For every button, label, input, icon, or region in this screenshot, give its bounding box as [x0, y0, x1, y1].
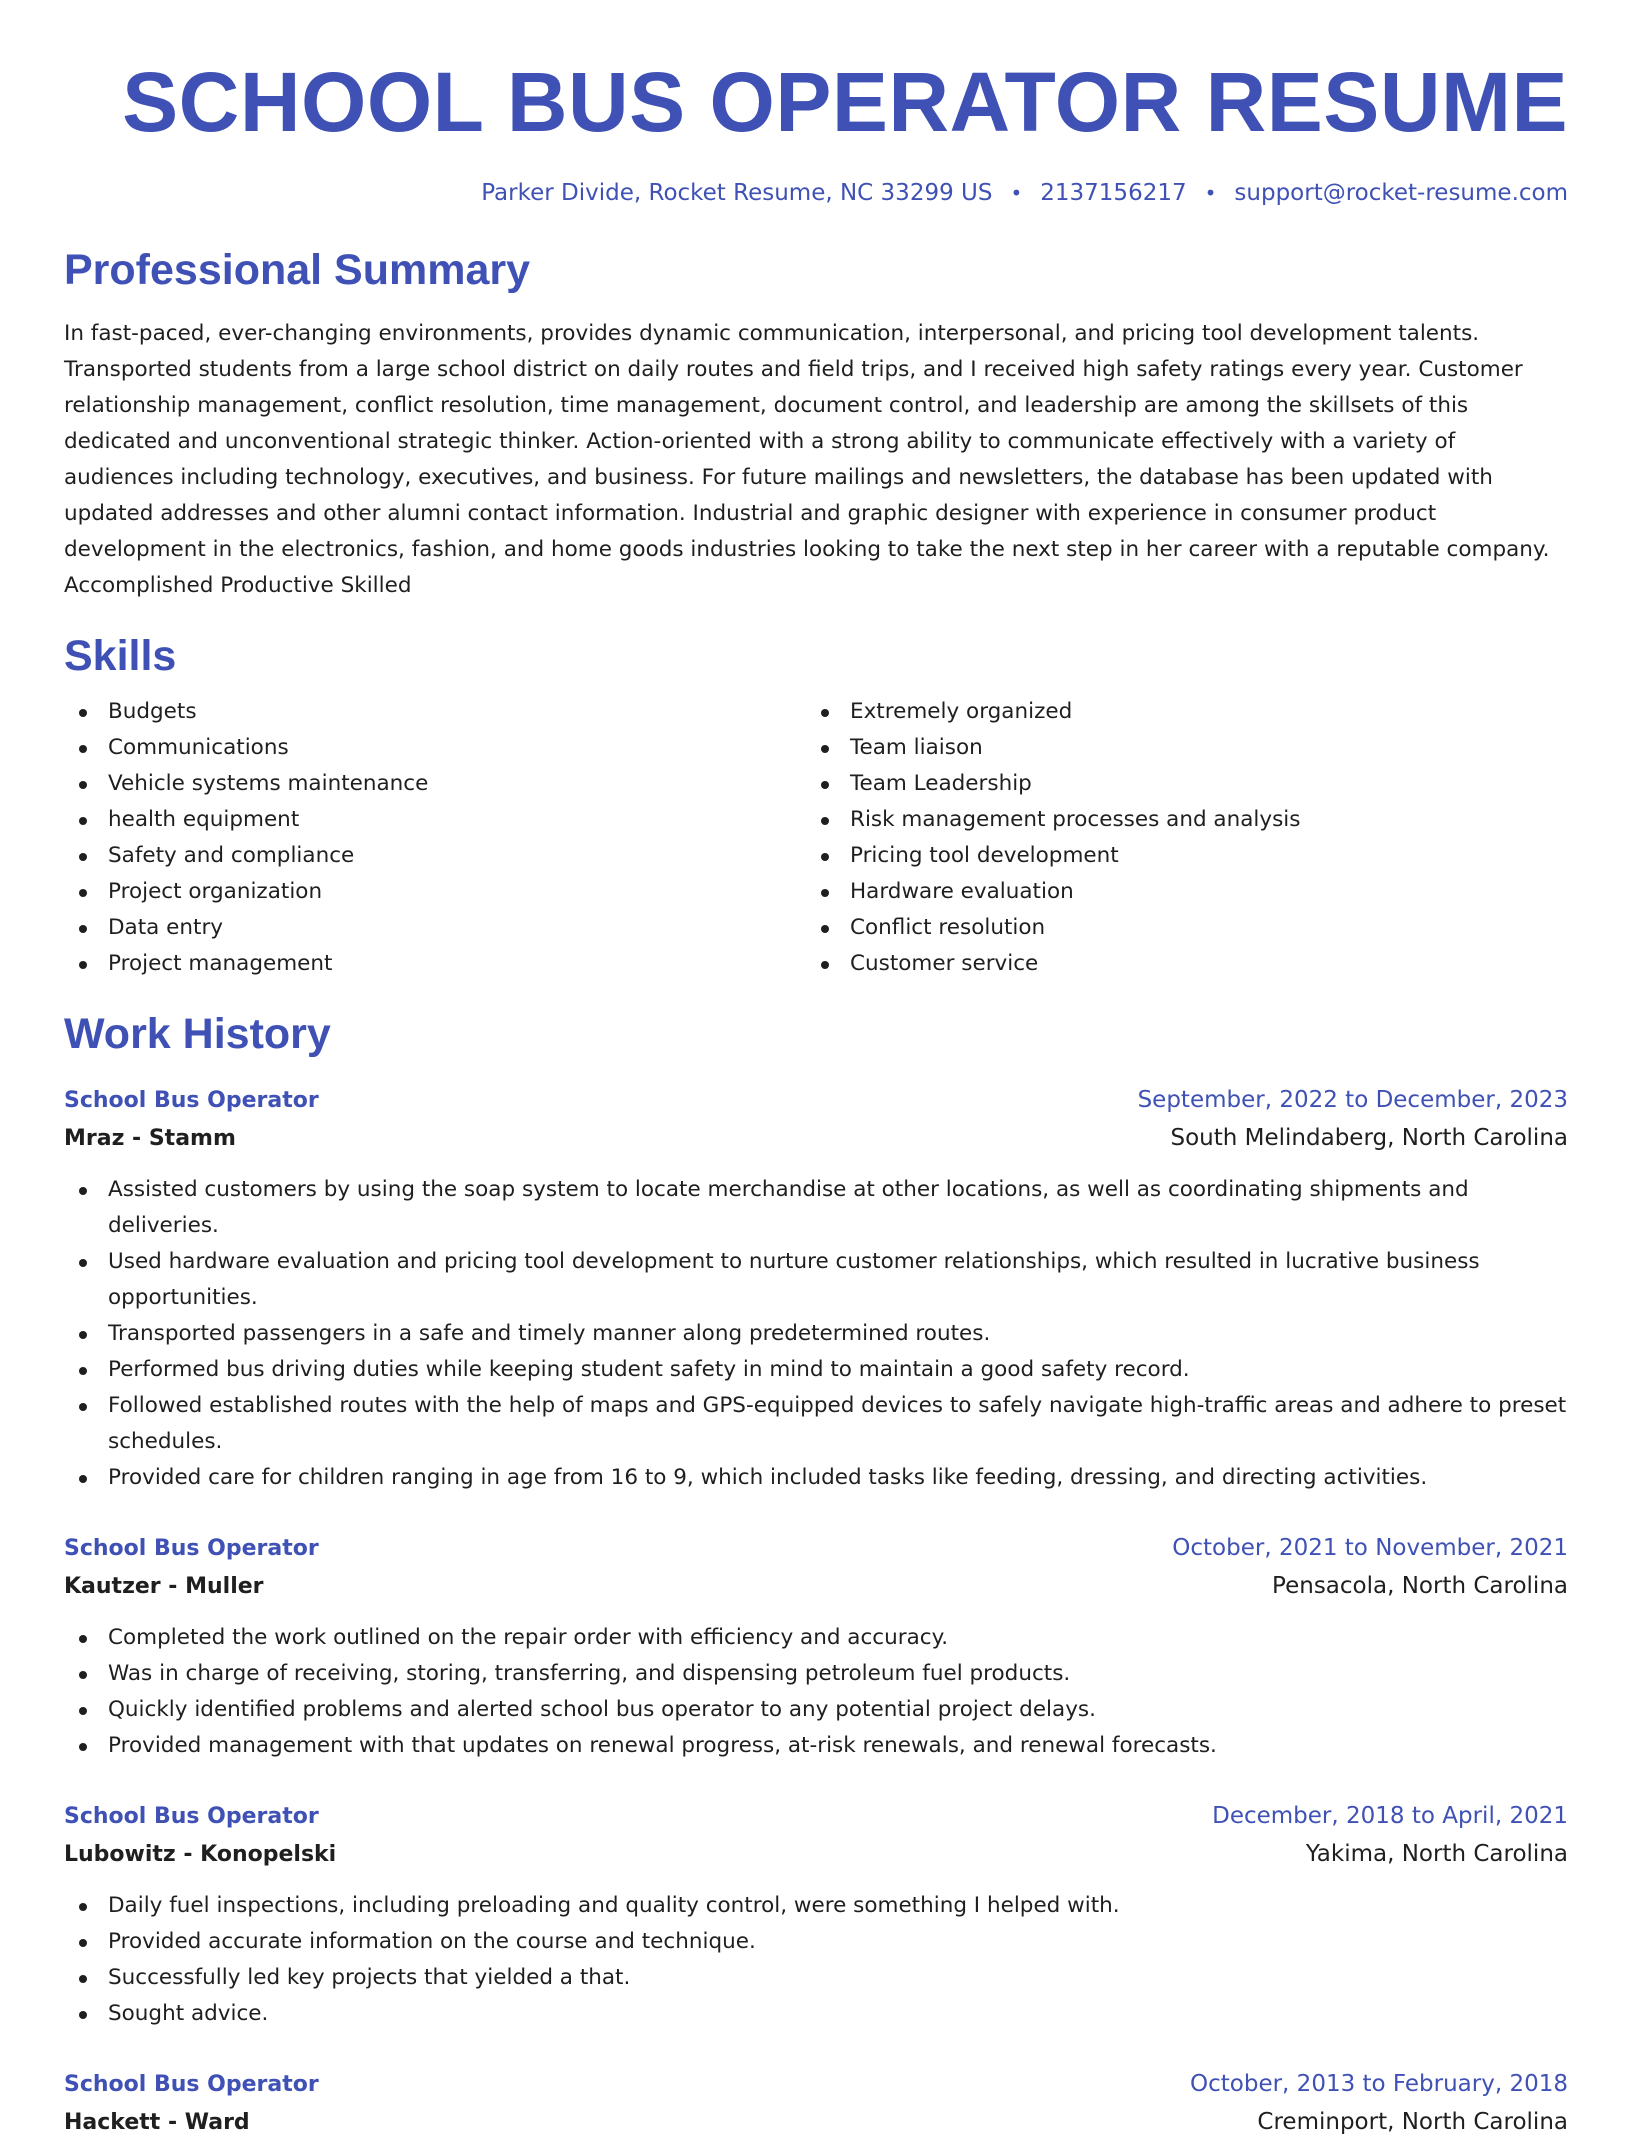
job-location: Creminport, North Carolina	[1257, 2109, 1568, 2135]
job-company-row	[64, 2103, 1568, 2142]
list-item: Daily fuel inspections, including preloading and quality control, were something I helped with.	[64, 1888, 1568, 1924]
list-item: Risk management processes and analysis	[806, 802, 1548, 838]
list-item: Performed bus driving duties while keeping student safety in mind to maintain a good safety record.	[64, 1352, 1568, 1388]
job-company: Lubowitz - Konopelski	[64, 1842, 337, 1867]
job-company-row	[64, 1835, 1568, 1874]
list-item: Conflict resolution	[806, 910, 1548, 946]
list-item: health equipment	[64, 802, 806, 838]
job-header-row	[64, 1530, 1568, 1567]
list-item: Budgets	[64, 694, 806, 730]
list-item: Provided care for children ranging in age from 16 to 9, which included tasks like feeding, dressing, and directing activities.	[64, 1460, 1568, 1496]
list-item: Customer service	[806, 946, 1548, 982]
list-item: Pricing tool development	[806, 838, 1548, 874]
resume-title: SCHOOL BUS OPERATOR RESUME	[122, 55, 1568, 149]
contact-address: Parker Divide, Rocket Resume, NC 33299 US	[481, 180, 993, 206]
job-entry	[64, 1082, 1568, 1496]
job-company: Kautzer - Muller	[64, 1574, 264, 1599]
job-company-row	[64, 1567, 1568, 1606]
job-entry	[64, 2066, 1568, 2142]
summary-text: In fast-paced, ever-changing environments, provides dynamic communication, interpersonal, and pricing tool development talents. Transported students from a large school district on daily routes and field trips, and I received high safety ratings every year. Customer relationship management, conflict resolution, time management, document control, and leadership are among the skillsets of this dedicated and unconventional strategic thinker. Action-oriented with a strong ability to communicate effectively with a variety of audiences including technology, executives, and business. For future mailings and newsletters, the database has been updated with updated addresses and other alumni contact information. Industrial and graphic designer with experience in consumer product development in the electronics, fashion, and home goods industries looking to take the next step in her career with a reputable company. Accomplished Productive Skilled	[64, 321, 1550, 598]
list-item: Project organization	[64, 874, 806, 910]
list-item: Data entry	[64, 910, 806, 946]
list-item: Project management	[64, 946, 806, 982]
list-item: Team Leadership	[806, 766, 1548, 802]
contact-separator: •	[1010, 181, 1023, 205]
job-entry	[64, 1798, 1568, 2032]
job-dates: December, 2018 to April, 2021	[1212, 1803, 1568, 1829]
list-item: Used hardware evaluation and pricing tool development to nurture customer relationships, which resulted in lucrative business opportunities.	[64, 1244, 1568, 1316]
contact-email: support@rocket-resume.com	[1234, 180, 1568, 206]
skills-column-left	[64, 694, 806, 982]
job-company: Mraz - Stamm	[64, 1126, 236, 1151]
skills-heading: Skills	[64, 632, 177, 680]
list-item: Team liaison	[806, 730, 1548, 766]
job-header-row	[64, 1798, 1568, 1835]
job-header-row	[64, 2066, 1568, 2103]
work-history-list	[64, 1082, 1568, 2142]
list-item: Provided accurate information on the course and technique.	[64, 1924, 1568, 1960]
job-company: Hackett - Ward	[64, 2110, 250, 2135]
job-dates: October, 2013 to February, 2018	[1190, 2071, 1568, 2097]
job-bullets	[64, 1888, 1568, 2032]
list-item: Successfully led key projects that yielded a that.	[64, 1960, 1568, 1996]
list-item: Sought advice.	[64, 1996, 1568, 2032]
job-bullets	[64, 1172, 1568, 1496]
list-item: Quickly identified problems and alerted school bus operator to any potential project delays.	[64, 1692, 1568, 1728]
job-dates: September, 2022 to December, 2023	[1137, 1087, 1568, 1113]
contact-separator: •	[1204, 181, 1217, 205]
list-item: Assisted customers by using the soap system to locate merchandise at other locations, as well as coordinating shipments and deliveries.	[64, 1172, 1568, 1244]
job-title: School Bus Operator	[64, 1804, 319, 1829]
job-location: Pensacola, North Carolina	[1272, 1573, 1568, 1599]
list-item: Followed established routes with the help of maps and GPS-equipped devices to safely navigate high-traffic areas and adhere to preset schedules.	[64, 1388, 1568, 1460]
job-entry	[64, 1530, 1568, 1764]
list-item: Provided management with that updates on renewal progress, at-risk renewals, and renewal forecasts.	[64, 1728, 1568, 1764]
job-location: Yakima, North Carolina	[1305, 1841, 1568, 1867]
skills-column-right	[806, 694, 1548, 982]
job-title: School Bus Operator	[64, 2072, 319, 2097]
list-item: Transported passengers in a safe and timely manner along predetermined routes.	[64, 1316, 1568, 1352]
job-bullets	[64, 1620, 1568, 1764]
list-item: Completed the work outlined on the repair order with efficiency and accuracy.	[64, 1620, 1568, 1656]
skills-list	[64, 694, 1568, 982]
resume-page	[64, 0, 1568, 2135]
job-company-row	[64, 1119, 1568, 1158]
job-header-row	[64, 1082, 1568, 1119]
list-item: Hardware evaluation	[806, 874, 1548, 910]
work-history-heading: Work History	[64, 1010, 331, 1058]
job-dates: October, 2021 to November, 2021	[1172, 1535, 1568, 1561]
list-item: Was in charge of receiving, storing, transferring, and dispensing petroleum fuel products.	[64, 1656, 1568, 1692]
job-title: School Bus Operator	[64, 1536, 319, 1561]
summary-heading: Professional Summary	[64, 246, 531, 294]
job-location: South Melindaberg, North Carolina	[1170, 1125, 1568, 1151]
contact-phone: 2137156217	[1040, 180, 1187, 206]
job-title: School Bus Operator	[64, 1088, 319, 1113]
list-item: Extremely organized	[806, 694, 1548, 730]
list-item: Safety and compliance	[64, 838, 806, 874]
list-item: Vehicle systems maintenance	[64, 766, 806, 802]
list-item: Communications	[64, 730, 806, 766]
contact-line	[64, 178, 1568, 208]
